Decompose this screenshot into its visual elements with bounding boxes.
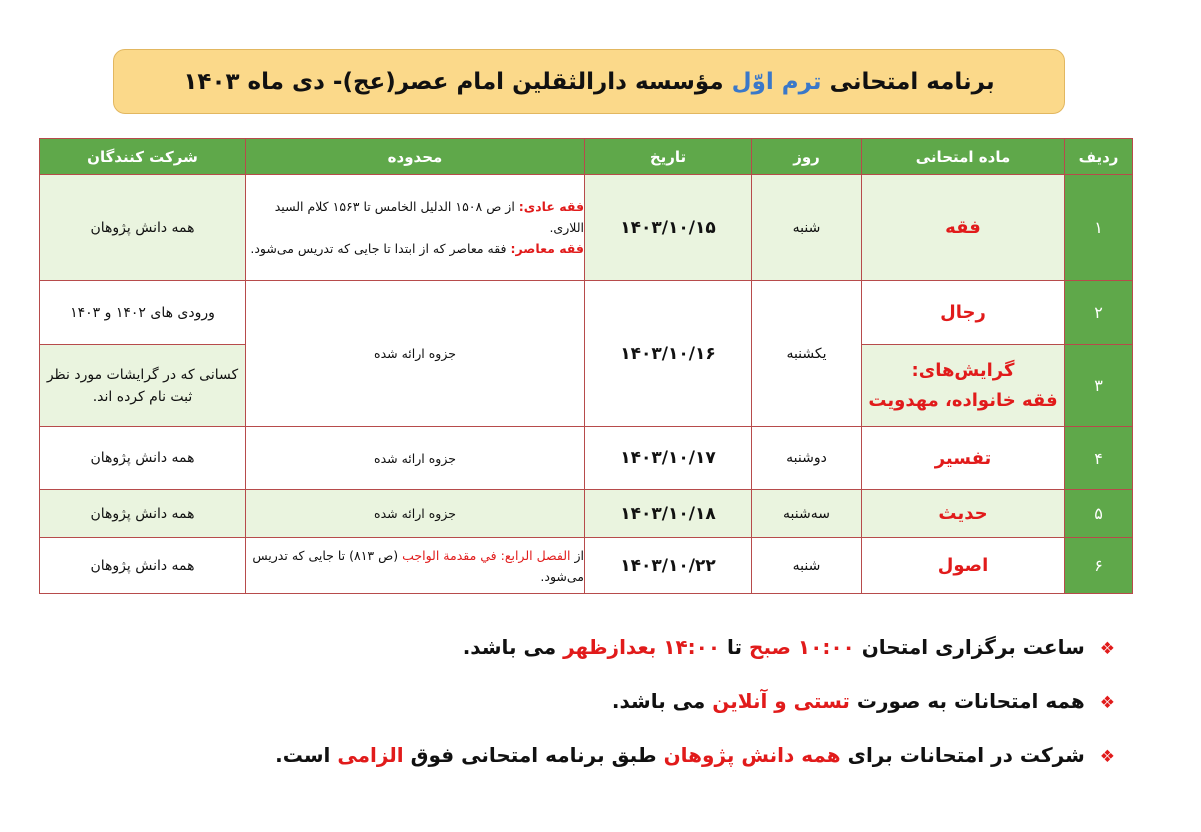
row-index: ۲ (1065, 281, 1133, 345)
table-row (40, 490, 1133, 538)
header-participants: شرکت کنندگان (40, 139, 246, 175)
note-text: طبق برنامه امتحانی فوق (410, 743, 657, 767)
row-participants: همه دانش پژوهان (40, 538, 246, 594)
row-day: سه‌شنبه (752, 490, 862, 538)
row-day: شنبه (752, 175, 862, 281)
note-highlight: تستی و آنلاین (712, 689, 850, 713)
row-subject: فقه (862, 175, 1065, 281)
row-participants: همه دانش پژوهان (40, 175, 246, 281)
note-exam-time (95, 620, 1115, 674)
row-scope: جزوه ارائه شده (246, 281, 585, 427)
row-index: ۴ (1065, 427, 1133, 490)
scope-text: (ص ۸۱۳) تا جایی که تدریس می‌شود. (252, 547, 584, 584)
row-subject: حدیث (862, 490, 1065, 538)
note-text: شرکت در امتحانات برای (847, 743, 1085, 767)
header-scope: محدوده (246, 139, 585, 175)
scope-text: از ص ۱۵۰۸ الدلیل الخامس تا ۱۵۶۳ کلام السید اللاری. (274, 199, 584, 235)
row-participants: همه دانش پژوهان (40, 490, 246, 538)
header-date: تاریخ (585, 139, 752, 175)
table-header-row (40, 139, 1133, 175)
note-text: همه امتحانات به صورت (856, 689, 1085, 713)
header-index: ردیف (1065, 139, 1133, 175)
row-subject: اصول (862, 538, 1065, 594)
table-row (40, 175, 1133, 281)
row-scope (246, 175, 585, 281)
note-highlight: همه دانش پژوهان (663, 743, 841, 767)
row-scope: جزوه ارائه شده (246, 490, 585, 538)
scope-label: فقه عادی: (518, 199, 584, 214)
row-date: ۱۴۰۳/۱۰/۲۲ (585, 538, 752, 594)
row-subject: تفسیر (862, 427, 1065, 490)
row-date: ۱۴۰۳/۱۰/۱۷ (585, 427, 752, 490)
notes-section (95, 620, 1115, 782)
diamond-bullet-icon: ❖ (1099, 693, 1115, 713)
note-text: می باشد. (611, 689, 706, 713)
scope-label: فقه معاصر: (510, 241, 584, 256)
row-index: ۵ (1065, 490, 1133, 538)
row-index: ۱ (1065, 175, 1133, 281)
row-participants: ورودی های ۱۴۰۲ و ۱۴۰۳ (40, 281, 246, 345)
row-participants: کسانی که در گرایشات مورد نظر ثبت نام کرده اند. (40, 345, 246, 427)
note-highlight: ۱۴:۰۰ بعدازظهر (563, 635, 721, 659)
table-row (40, 427, 1133, 490)
note-attendance (95, 728, 1115, 782)
header-subject: ماده امتحانی (862, 139, 1065, 175)
row-scope (246, 538, 585, 594)
diamond-bullet-icon: ❖ (1099, 639, 1115, 659)
scope-text: فقه معاصر که از ابتدا تا جایی که تدریس می‌شود. (250, 241, 507, 256)
row-date: ۱۴۰۳/۱۰/۱۵ (585, 175, 752, 281)
note-text: می باشد. (462, 635, 557, 659)
page-title-banner (113, 49, 1065, 114)
note-text: تا (727, 635, 743, 659)
note-highlight: الزامی (337, 743, 404, 767)
diamond-bullet-icon: ❖ (1099, 747, 1115, 767)
table-row (40, 538, 1133, 594)
row-date: ۱۴۰۳/۱۰/۱۶ (585, 281, 752, 427)
row-subject (862, 345, 1065, 427)
row-day: یکشنبه (752, 281, 862, 427)
row-day: دوشنبه (752, 427, 862, 490)
note-text: است. (275, 743, 331, 767)
title-after: مؤسسه دارالثقلین امام عصر(عج)- دی ماه ۱۴۰۳ (183, 68, 724, 95)
title-before: برنامه امتحانی (829, 68, 995, 95)
title-highlight: ترم اوّل (731, 68, 822, 95)
subject-line: گرایش‌های: (911, 359, 1015, 381)
row-day: شنبه (752, 538, 862, 594)
note-text: ساعت برگزاری امتحان (861, 635, 1085, 659)
row-scope: جزوه ارائه شده (246, 427, 585, 490)
header-day: روز (752, 139, 862, 175)
subject-line: فقه خانواده، مهدویت (868, 389, 1058, 411)
note-highlight: ۱۰:۰۰ صبح (749, 635, 855, 659)
exam-schedule-table (39, 138, 1133, 594)
row-subject: رجال (862, 281, 1065, 345)
row-participants: همه دانش پژوهان (40, 427, 246, 490)
table-row (40, 281, 1133, 345)
row-date: ۱۴۰۳/۱۰/۱۸ (585, 490, 752, 538)
note-exam-format (95, 674, 1115, 728)
row-index: ۶ (1065, 538, 1133, 594)
row-index: ۳ (1065, 345, 1133, 427)
scope-text: از (574, 547, 584, 563)
scope-highlight: الفصل الرابع: في مقدمة الواجب (402, 547, 571, 563)
